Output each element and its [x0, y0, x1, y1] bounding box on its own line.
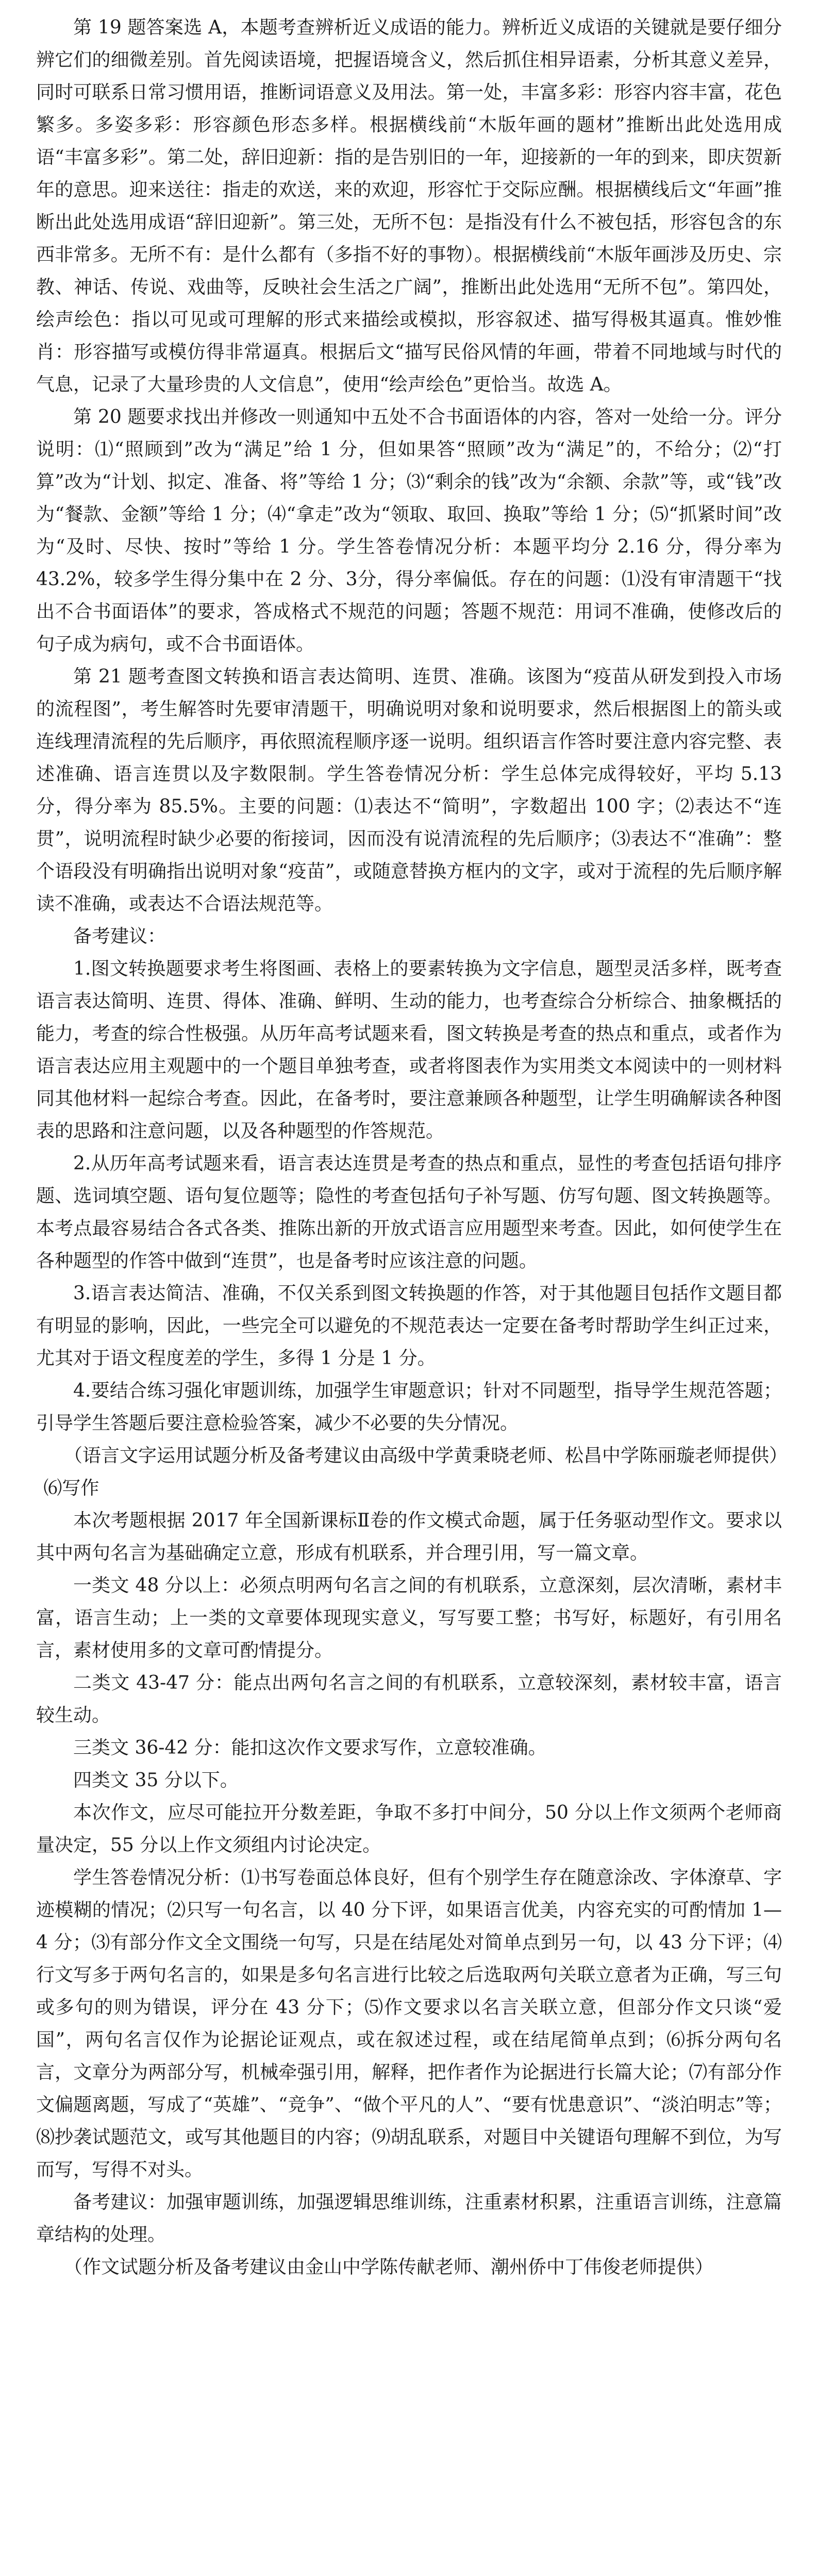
credit-writing-section: （作文试题分析及备考建议由金山中学陈传献老师、潮州侨中丁伟俊老师提供） — [64, 2257, 714, 2278]
credit-language-section: （语言文字运用试题分析及备考建议由高级中学黄秉晓老师、松昌中学陈丽璇老师提供） — [64, 1445, 788, 1466]
grade-class-2: 二类文 43-47 分：能点出两句名言之间的有机联系，立意较深刻，素材较丰富，语言较生动。 — [36, 1672, 782, 1726]
grade-class-3: 三类文 36-42 分：能扣这次作文要求写作，立意较准确。 — [73, 1737, 547, 1758]
paragraph-writing-intro: 本次考题根据 2017 年全国新课标Ⅱ卷的作文模式命题，属于任务驱动型作文。要求以其中两句名言为基础确定立意，形成有机联系，并合理引用，写一篇文章。 — [36, 1510, 782, 1564]
grade-class-1: 一类文 48 分以上：必须点明两句名言之间的有机联系，立意深刻，层次清晰，素材丰富，语言生动；上一类的文章要体现现实意义，写写要工整；书写好，标题好，有引用名言，素材使用多的文章可酌情提分。 — [36, 1575, 782, 1661]
paragraph-scoring-rule: 本次作文，应尽可能拉开分数差距，争取不多打中间分，50 分以上作文须两个老师商量决定，55 分以上作文须组内讨论决定。 — [36, 1802, 782, 1856]
advice-item-4: 4.要结合练习强化审题训练，加强学生审题意识；针对不同题型，指导学生规范答题；引导学生答题后要注意检验答案，减少不必要的失分情况。 — [36, 1380, 782, 1434]
advice-item-1: 1.图文转换题要求考生将图画、表格上的要素转换为文字信息，题型灵活多样，既考查语言表达简明、连贯、得体、准确、鲜明、生动的能力，也考查综合分析综合、抽象概括的能力，考查的综合性极强。从历年高考试题来看，图文转换是考查的热点和重点，或者作为语言表达应用主观题中的一个题目单独考查，或者将图表作为实用类文本阅读中的一则材料同其他材料一起综合考查。因此，在备考时，要注意兼顾各种题型，让学生明确解读各种图表的思路和注意问题，以及各种题型的作答规范。 — [36, 958, 782, 1142]
section-heading-writing: ⑹写作 — [43, 1478, 99, 1499]
advice-item-2: 2.从历年高考试题来看，语言表达连贯是考查的热点和重点，显性的考查包括语句排序题、选词填空题、语句复位题等；隐性的考查包括句子补写题、仿写句题、图文转换题等。本考点最容易结合各式各类、推陈出新的开放式语言应用题型来考查。因此，如何使学生在各种题型的作答中做到“连贯”，也是备考时应该注意的问题。 — [36, 1153, 782, 1272]
heading-prep-advice: 备考建议： — [73, 926, 166, 947]
paragraph-writing-advice: 备考建议：加强审题训练，加强逻辑思维训练，注重素材积累，注重语言训练，注意篇章结构的处理。 — [36, 2192, 782, 2245]
advice-item-3: 3.语言表达简洁、准确，不仅关系到图文转换题的作答，对于其他题目包括作文题目都有明显的影响，因此，一些完全可以避免的不规范表达一定要在备考时帮助学生纠正过来，尤其对于语文程度差的学生，多得 1 分是 1 分。 — [36, 1283, 782, 1369]
paragraph-q20-analysis: 第 20 题要求找出并修改一则通知中五处不合书面语体的内容，答对一处给一分。评分说明：⑴“照顾到”改为“满足”给 1 分，但如果答“照顾”改为“满足”的，不给分；⑵“打算”改为“计划、拟定、准备、将”等给 1 分；⑶“剩余的钱”改为“余额、余款”等，或“钱”改为“餐款、金额”等给 1 分；⑷“拿走”改为“领取、取回、换取”等给 1 分；⑸“抓紧时间”改为“及时、尽快、按时”等给 1 分。学生答卷情况分析：本题平均分 2.16 分，得分率为 43.2%，较多学生得分集中在 2 分、3分，得分率偏低。存在的问题：⑴没有审清题干“找出不合书面语体”的要求，答成格式不规范的问题；答题不规范：用词不准确，使修改后的句子成为病句，或不合书面语体。 — [36, 406, 782, 655]
paragraph-writing-analysis: 学生答卷情况分析：⑴书写卷面总体良好，但有个别学生存在随意涂改、字体潦草、字迹模糊的情况；⑵只写一句名言，以 40 分下评，如果语言优美，内容充实的可酌情加 1—4 分；⑶有部分作文全文围绕一句写，只是在结尾处对简单点到另一句，以 43 分下评；⑷行文写多于两句名言的，如果是多句名言进行比较之后选取两句关联立意者为正确，写三句或多句的则为错误，评分在 43 分下；⑸作文要求以名言关联立意，但部分作文只谈“爱国”，两句名言仅作为论据论证观点，或在叙述过程，或在结尾简单点到；⑹拆分两句名言，文章分为两部分写，机械牵强引用，解释，把作者作为论据进行长篇大论；⑺有部分作文偏题离题，写成了“英雄”、“竞争”、“做个平凡的人”、“要有忧患意识”、“淡泊明志”等；⑻抄袭试题范文，或写其他题目的内容；⑼胡乱联系，对题目中关键语句理解不到位，为写而写，写得不对头。 — [36, 1867, 782, 2180]
grade-class-4: 四类文 35 分以下。 — [73, 1770, 239, 1791]
paragraph-q21-analysis: 第 21 题考查图文转换和语言表达简明、连贯、准确。该图为“疫苗从研发到投入市场的流程图”，考生解答时先要审清题干，明确说明对象和说明要求，然后根据图上的箭头或连线理清流程的先后顺序，再依照流程顺序逐一说明。组织语言作答时要注意内容完整、表述准确、语言连贯以及字数限制。学生答卷情况分析：学生总体完成得较好，平均 5.13 分，得分率为 85.5%。主要的问题：⑴表达不“简明”，字数超出 100 字；⑵表达不“连贯”，说明流程时缺少必要的衔接词，因而没有说清流程的先后顺序；⑶表达不“准确”：整个语段没有明确指出说明对象“疫苗”，或随意替换方框内的文字，或对于流程的先后顺序解读不准确，或表达不合语法规范等。 — [36, 666, 782, 914]
paragraph-q19-analysis: 第 19 题答案选 A，本题考查辨析近义成语的能力。辨析近义成语的关键就是要仔细分辨它们的细微差别。首先阅读语境，把握语境含义，然后抓住相异语素，分析其意义差异，同时可联系日常习惯用语，推断词语意义及用法。第一处，丰富多彩：形容内容丰富，花色繁多。多姿多彩：形容颜色形态多样。根据横线前“木版年画的题材”推断出此处选用成语“丰富多彩”。第二处，辞旧迎新：指的是告别旧的一年，迎接新的一年的到来，即庆贺新年的意思。迎来送往：指走的欢送，来的欢迎，形容忙于交际应酬。根据横线后文“年画”推断出此处选用成语“辞旧迎新”。第三处，无所不包：是指没有什么不被包括，形容包含的东西非常多。无所不有：是什么都有（多指不好的事物）。根据横线前“木版年画涉及历史、宗教、神话、传说、戏曲等，反映社会生活之广阔”，推断出此处选用“无所不包”。第四处，绘声绘色：指以可见或可理解的形式来描绘或模拟，形容叙述、描写得极其逼真。惟妙惟肖：形容描写或模仿得非常逼真。根据后文“描写民俗风情的年画，带着不同地域与时代的气息，记录了大量珍贵的人文信息”，使用“绘声绘色”更恰当。故选 A。 — [36, 17, 782, 395]
